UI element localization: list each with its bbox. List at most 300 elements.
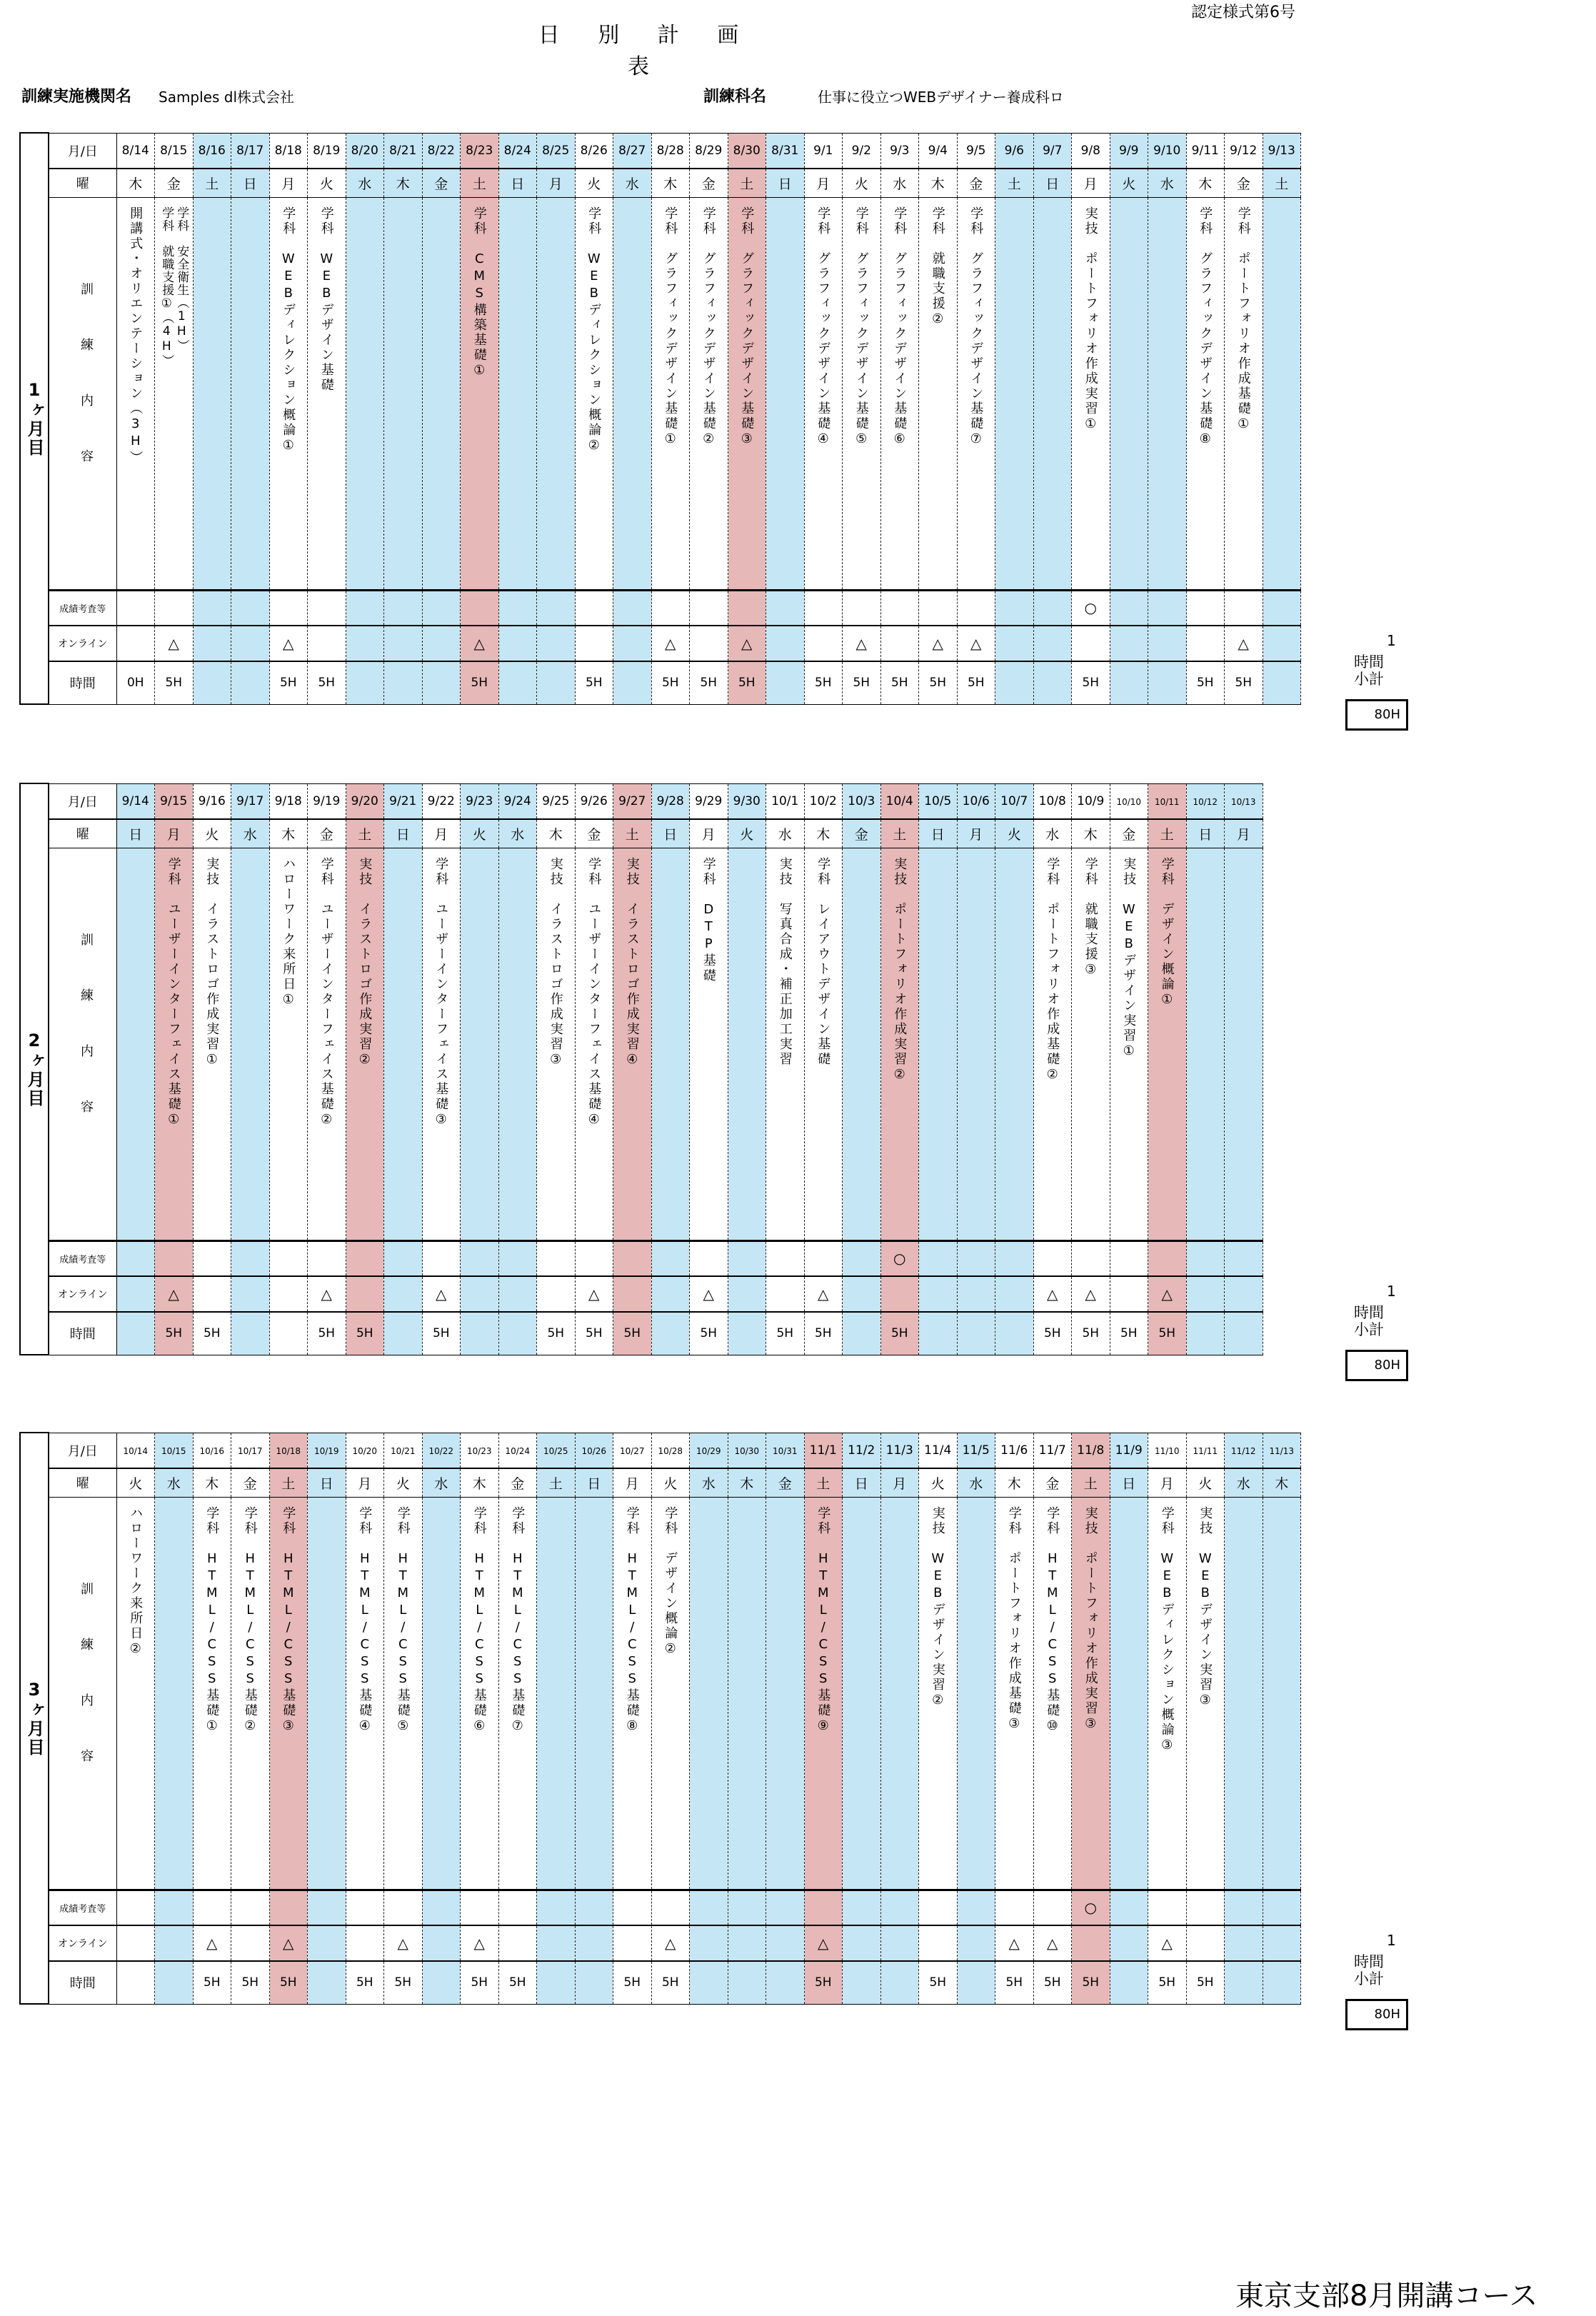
day-cell-date [231,133,270,169]
online-mark: △ [473,1935,485,1952]
day-cell-eval [804,1240,843,1276]
day-cell-online [461,626,499,661]
day-cell-date [155,783,194,819]
day-cell-content [957,1497,995,1890]
day-cell-hours [1148,1961,1187,2004]
day-cell-youbi [461,1468,499,1497]
day-cell-hours [269,1312,308,1355]
weekday-label: 木 [129,176,143,192]
row-label-youbi [49,169,116,197]
day-cell-eval [690,1890,728,1925]
content-text: 学科 HTML/CSS基礎⑨ [815,1505,831,1735]
day-cell-eval [804,590,843,626]
weekday-label: 月 [893,1475,907,1492]
day-cell-youbi [269,819,308,848]
weekday-label: 月 [434,826,448,843]
month-label [20,1433,49,2004]
day-cell-date [880,133,919,169]
day-cell-online [575,626,613,661]
day-cell-eval [461,1890,499,1925]
day-cell-date [346,1433,384,1468]
day-cell-eval [575,1890,613,1925]
day-cell-youbi [613,819,652,848]
row-label-text: 月/日 [67,144,98,159]
content-text: 実技 ポートフォリオ作成実習② [892,856,908,1084]
weekday-label: 土 [548,1475,563,1492]
date-label: 9/6 [1004,143,1024,158]
date-label: 9/21 [389,793,417,808]
day-cell-content [843,848,881,1240]
day-cell-youbi [1225,1468,1263,1497]
day-cell-hours [116,1312,155,1355]
weekday-label: 金 [1122,826,1136,843]
month-label [20,133,49,704]
day-cell-content [1033,1497,1072,1890]
hours-value: 5H [1235,676,1253,691]
content-text: 学科 就職支援② [930,206,945,329]
page-title: 日 別 計 画 表 [538,23,755,79]
weekday-label: 金 [854,826,868,843]
day-cell-online [690,1925,728,1961]
day-cell-eval [880,1890,919,1925]
date-label: 9/17 [236,793,264,808]
online-mark: △ [283,635,294,652]
weekday-label: 金 [511,1475,525,1492]
day-cell-youbi [308,169,346,197]
weekday-label: 火 [740,826,754,843]
day-cell-eval [1225,1240,1263,1276]
row-label-date [49,133,116,169]
date-label: 11/9 [1115,1443,1143,1458]
day-cell-eval [231,1890,270,1925]
date-label: 9/28 [656,793,684,808]
day-cell-online [116,1276,155,1312]
weekday-label: 土 [816,1475,830,1492]
eval-count: 1 [1387,1932,1396,1949]
content-text: 学科 HTML/CSS基礎④ [357,1505,373,1735]
day-cell-date [1263,133,1301,169]
content-text: 実技 WEBデザイン実習② [930,1505,945,1710]
day-cell-content [193,848,231,1240]
hours-value: 5H [165,1326,183,1341]
day-cell-date [498,133,537,169]
day-cell-content [1148,197,1187,590]
day-cell-youbi [843,169,881,197]
day-cell-youbi [880,819,919,848]
hours-value: 5H [890,1326,908,1341]
row-label-content-text: 訓練内容 [79,1581,94,1805]
weekday-label: 月 [1236,826,1250,843]
day-cell-eval [116,1240,155,1276]
date-label: 9/13 [1268,143,1295,158]
day-cell-hours [346,661,384,704]
content-text: 実技 ポートフォリオ作成実習① [1083,206,1098,433]
day-cell-youbi [384,1468,423,1497]
day-cell-content [690,1497,728,1890]
day-cell-hours [537,1312,576,1355]
row-eval [20,1890,1301,1925]
row-label-youbi [49,819,116,848]
content-text: 実技 イラストロゴ作成実習② [357,856,373,1069]
hours-value: 5H [853,676,870,691]
day-cell-content [1072,197,1110,590]
date-label: 10/14 [123,1446,149,1457]
date-label: 8/25 [542,143,570,158]
online-mark: △ [1161,1935,1173,1952]
day-cell-eval [957,1890,995,1925]
subtotal-label: 時間小計 [1354,1953,1384,1987]
date-label: 8/14 [121,143,149,158]
content-text: 実技 WEBデザイン実習③ [1198,1505,1213,1710]
day-cell-online [346,1276,384,1312]
day-cell-online [269,1276,308,1312]
day-cell-content [1072,1497,1110,1890]
date-label: 8/15 [160,143,188,158]
day-cell-youbi [1263,1468,1301,1497]
content-entry [1225,198,1263,578]
day-cell-online [422,1925,461,1961]
content-entry [995,1498,1033,1878]
day-cell-youbi [1148,169,1187,197]
row-hours [20,661,1301,704]
course-value: 仕事に役立つWEBデザイナー養成科ロ [818,89,1064,106]
day-cell-online [498,1276,537,1312]
weekday-label: 水 [893,176,907,192]
hours-value: 5H [471,676,488,691]
date-label: 8/30 [733,143,761,158]
day-cell-date [269,783,308,819]
date-label: 8/23 [466,143,493,158]
content-entry [499,1498,537,1878]
content-entry [728,198,766,578]
weekday-label: 水 [625,176,639,192]
day-cell-content [308,848,346,1240]
day-cell-online [269,1925,308,1961]
day-cell-youbi [957,169,995,197]
day-cell-online [1072,1925,1110,1961]
org-label: 訓練実施機関名 [21,88,132,106]
weekday-label: 木 [1198,176,1213,192]
day-cell-hours [193,661,231,704]
day-cell-youbi [613,169,652,197]
day-cell-content [1263,197,1301,590]
date-label: 11/10 [1154,1446,1180,1457]
date-label: 10/20 [352,1446,378,1457]
day-cell-content [613,848,652,1240]
day-cell-date [461,1433,499,1468]
hours-value: 5H [203,1326,221,1341]
day-cell-youbi [116,1468,155,1497]
day-cell-content [995,1497,1034,1890]
day-cell-hours [651,1312,690,1355]
weekday-label: 日 [778,176,792,192]
date-label: 8/26 [580,143,608,158]
content-text: 学科 ポートフォリオ作成基礎② [1045,856,1060,1084]
row-label-youbi [49,1468,116,1497]
day-cell-content [1148,848,1187,1240]
day-cell-youbi [384,819,423,848]
day-cell-eval [1263,1890,1301,1925]
day-cell-eval [346,590,384,626]
day-cell-eval [346,1890,384,1925]
day-cell-online [651,1276,690,1312]
day-cell-online [422,626,461,661]
day-cell-hours [651,661,690,704]
day-cell-content [766,197,805,590]
day-cell-youbi [804,169,843,197]
schedule-table [19,783,1263,1355]
day-cell-content [155,848,194,1240]
day-cell-youbi [651,1468,690,1497]
day-cell-content [919,848,958,1240]
row-online [20,626,1301,661]
date-label: 8/19 [313,143,341,158]
day-cell-online [384,1276,423,1312]
content-entry [1034,1498,1072,1878]
day-cell-date [461,783,499,819]
day-cell-youbi [1186,169,1225,197]
hours-value: 5H [1120,1326,1138,1341]
day-cell-date [1225,133,1263,169]
row-label-text: 月/日 [67,794,98,810]
day-cell-content [880,197,919,590]
day-cell-date [1072,1433,1110,1468]
content-entry [270,198,308,578]
online-mark: △ [397,1935,408,1952]
date-label: 11/8 [1077,1443,1105,1458]
day-cell-date [1148,783,1187,819]
day-cell-content [1186,1497,1225,1890]
content-entry [308,198,346,578]
weekday-label: 月 [1083,176,1098,192]
hours-value: 5H [432,1326,450,1341]
day-cell-eval [1033,590,1072,626]
day-cell-eval [269,1890,308,1925]
day-cell-online [537,1276,576,1312]
content-entry [766,848,804,1228]
weekday-label: 日 [1198,826,1213,843]
weekday-label: 水 [243,826,257,843]
content-entry [919,198,957,578]
day-cell-eval [155,590,194,626]
day-cell-date [1110,783,1148,819]
hours-value: 5H [241,1975,259,1990]
weekday-label: 木 [1275,1475,1289,1492]
day-cell-hours [1033,661,1072,704]
content-text: 学科 ユーザーインターフェイス基礎① [166,856,181,1129]
day-cell-hours [1110,1312,1148,1355]
date-label: 11/12 [1230,1446,1256,1457]
day-cell-eval [728,590,766,626]
day-cell-online [880,1276,919,1312]
date-label: 9/30 [733,793,761,808]
day-cell-hours [1072,1961,1110,2004]
day-cell-youbi [957,1468,995,1497]
day-cell-online [1148,626,1187,661]
online-mark: △ [473,635,485,652]
weekday-label: 火 [1122,176,1136,192]
day-cell-date [498,1433,537,1468]
day-cell-hours [346,1961,384,2004]
day-cell-date [193,133,231,169]
day-cell-hours [766,1312,805,1355]
hours-value: 5H [318,676,336,691]
day-cell-content [1263,1497,1301,1890]
day-cell-youbi [728,169,766,197]
row-date [20,1433,1301,1468]
content-entry [613,1498,651,1878]
day-cell-online [919,626,958,661]
day-cell-date [766,133,805,169]
content-text: 学科 グラフィックデザイン基礎⑧ [1198,206,1213,448]
content-entry [461,1498,498,1878]
weekday-label: 金 [969,176,983,192]
day-cell-date [1033,133,1072,169]
day-cell-online [919,1276,958,1312]
day-cell-eval [995,1240,1034,1276]
day-cell-hours [995,1961,1034,2004]
day-cell-eval [613,1890,652,1925]
row-online [20,1925,1301,1961]
day-cell-content [384,197,423,590]
row-label-text: 月/日 [67,1443,98,1459]
day-cell-date [919,783,958,819]
date-label: 9/29 [695,793,723,808]
day-cell-date [1186,783,1225,819]
hours-value: 5H [738,676,756,691]
day-cell-youbi [116,819,155,848]
weekday-label: 水 [778,826,792,843]
day-cell-online [1186,1925,1225,1961]
day-cell-content [919,1497,958,1890]
day-cell-online [843,1925,881,1961]
day-cell-hours [346,1312,384,1355]
date-label: 10/28 [658,1446,683,1457]
schedule-table [19,132,1301,705]
day-cell-hours [461,1961,499,2004]
day-cell-hours [690,661,728,704]
day-cell-content [1186,197,1225,590]
day-cell-content [651,197,690,590]
hours-value: 5H [356,1975,373,1990]
date-label: 11/11 [1193,1446,1218,1457]
day-cell-youbi [422,1468,461,1497]
day-cell-date [995,1433,1034,1468]
form-number: 認定様式第6号 [1191,4,1295,21]
content-text: 学科 HTML/CSS基礎⑩ [1045,1505,1060,1735]
day-cell-hours [804,661,843,704]
day-cell-date [1072,133,1110,169]
content-entry [461,198,498,578]
day-cell-content [537,1497,576,1890]
date-label: 10/23 [466,1446,492,1457]
day-cell-content [1072,848,1110,1240]
row-label-date [49,1433,116,1468]
day-cell-hours [575,1961,613,2004]
day-cell-content [728,197,766,590]
hours-value: 0H [126,676,144,691]
month-label-text: 2ヶ月目 [24,1031,44,1108]
day-cell-content [804,848,843,1240]
day-cell-online [575,1276,613,1312]
row-eval [20,590,1301,626]
day-cell-date [1225,1433,1263,1468]
day-cell-eval [537,590,576,626]
day-cell-hours [498,1312,537,1355]
day-cell-youbi [1110,1468,1148,1497]
content-text: 学科 DTP基礎 [701,856,716,983]
day-cell-date [613,783,652,819]
weekday-label: 木 [740,1475,754,1492]
date-label: 8/28 [656,143,684,158]
day-cell-content [766,848,805,1240]
day-cell-online [193,1925,231,1961]
day-cell-date [193,1433,231,1468]
day-cell-eval [766,590,805,626]
day-cell-online [346,1925,384,1961]
day-cell-eval [575,1240,613,1276]
day-cell-online [384,1925,423,1961]
row-label-hours [49,1961,116,2004]
day-cell-online [690,626,728,661]
content-text: 学科 HTML/CSS基礎① [204,1505,220,1735]
day-cell-date [384,783,423,819]
weekday-label: 土 [740,176,754,192]
day-cell-eval [461,590,499,626]
day-cell-eval [843,1890,881,1925]
day-cell-online [1186,626,1225,661]
weekday-label: 日 [243,176,257,192]
day-cell-eval [1033,1890,1072,1925]
subtotal-value: 80H [1374,1358,1400,1373]
day-cell-date [728,783,766,819]
day-cell-online [1033,626,1072,661]
day-cell-youbi [1033,169,1072,197]
date-label: 8/20 [351,143,378,158]
day-cell-online [116,626,155,661]
day-cell-eval [651,1890,690,1925]
month-label-text: 1ヶ月目 [24,380,44,457]
day-cell-online [1072,626,1110,661]
weekday-label: 日 [1045,176,1060,192]
day-cell-hours [575,661,613,704]
weekday-label: 火 [472,826,486,843]
day-cell-date [880,783,919,819]
content-entry [576,848,613,1228]
eval-count: 1 [1387,1283,1396,1300]
subtotal-box [1345,699,1408,731]
day-cell-online [461,1276,499,1312]
day-cell-youbi [957,819,995,848]
day-cell-online [575,1925,613,1961]
day-cell-date [116,783,155,819]
content-entry [308,848,346,1228]
content-entry [1187,198,1225,578]
content-text: 学科 ユーザーインターフェイス基礎② [318,856,334,1129]
day-cell-date [155,133,194,169]
date-label: 9/1 [813,143,833,158]
online-mark: △ [1047,1285,1058,1303]
day-cell-youbi [269,1468,308,1497]
day-cell-hours [995,661,1034,704]
date-label: 10/21 [390,1446,416,1457]
day-cell-youbi [919,169,958,197]
date-label: 9/26 [580,793,608,808]
day-cell-content [613,197,652,590]
day-cell-youbi [575,819,613,848]
hours-value: 5H [279,676,297,691]
day-cell-eval [843,1240,881,1276]
